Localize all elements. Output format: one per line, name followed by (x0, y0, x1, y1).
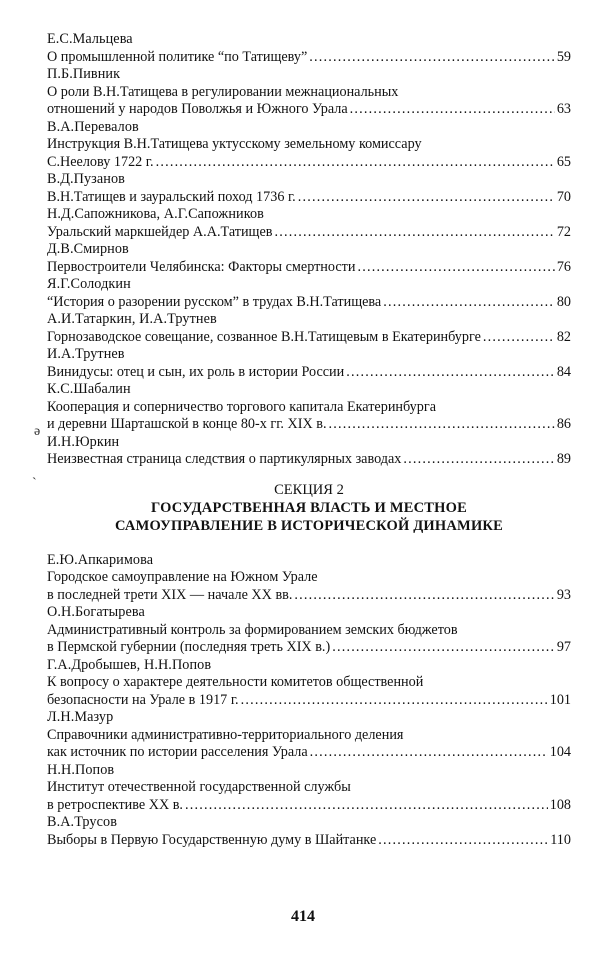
entry-title-row (47, 639, 571, 657)
entry-page-number: 70 (556, 188, 571, 205)
entry-title-row (47, 416, 571, 434)
entry-page-number: 93 (556, 586, 571, 603)
toc-entry (47, 241, 571, 276)
dot-leader (274, 224, 554, 242)
entry-title-line: Инструкция В.Н.Татищева уктусскому земельному комиссару (47, 136, 422, 152)
entry-author: А.И.Татаркин, И.А.Трутнев (47, 311, 217, 327)
entry-author: Е.Ю.Апкаримова (47, 551, 154, 568)
toc-entry (47, 552, 571, 605)
dot-leader (483, 329, 555, 347)
entry-title-line: “История о разорении русском” в трудах В.Н.Татищева (47, 293, 382, 310)
dot-leader (350, 101, 555, 119)
entry-title-line: О промышленной политике “по Татищеву” (47, 48, 308, 65)
entry-title-row (47, 692, 571, 710)
entry-title-line: в ретроспективе XX в. (47, 796, 183, 813)
section-number: СЕКЦИЯ 2 (274, 481, 344, 498)
entry-title-line: Выборы в Первую Государственную думу в Шайтанке (47, 831, 377, 848)
entry-page-number: 59 (556, 48, 571, 65)
entry-title-row (47, 224, 571, 242)
dot-leader (298, 189, 555, 207)
entry-page-number: 101 (549, 691, 571, 708)
entry-author: И.Н.Юркин (47, 433, 120, 450)
dot-leader (329, 416, 555, 434)
toc-entry (47, 276, 571, 311)
section-2-heading (47, 481, 571, 535)
handwritten-mark: ˋ (32, 476, 37, 491)
entry-author: В.А.Перевалов (47, 118, 139, 135)
table-of-contents (47, 31, 571, 849)
entry-title-row (47, 259, 571, 277)
entry-title-line: безопасности на Урале в 1917 г. (47, 691, 239, 708)
entry-title-line: и деревни Шарташской в конце 80-х гг. XIX в. (47, 416, 327, 432)
entry-author: Н.Д.Сапожникова, А.Г.Сапожников (47, 206, 264, 222)
entry-title-line: Административный контроль за формированием земских бюджетов (47, 621, 458, 638)
toc-entry (47, 311, 571, 346)
entry-page-number: 89 (556, 451, 571, 467)
entry-title-line: Горнозаводское совещание, созванное В.Н.Татищевым в Екатеринбурге (47, 328, 481, 345)
section-title-line-1: ГОСУДАРСТВЕННАЯ ВЛАСТЬ И МЕСТНОЕ (151, 499, 467, 516)
page-number: 414 (291, 908, 315, 925)
entry-page-number: 65 (556, 153, 571, 170)
entry-author: К.С.Шабалин (47, 381, 131, 397)
entry-author: И.А.Трутнев (47, 346, 125, 362)
dot-leader (310, 744, 548, 762)
section-2-list (47, 552, 571, 850)
handwritten-mark: ə (34, 424, 41, 439)
entry-title-line: Уральский маркшейдер А.А.Татищев (47, 223, 273, 240)
toc-entry (47, 206, 571, 241)
entry-page-number: 108 (549, 796, 571, 813)
toc-entry (47, 709, 571, 762)
entry-title-line: как источник по истории расселения Урала (47, 744, 308, 760)
dot-leader (332, 639, 555, 657)
dot-leader (357, 259, 554, 277)
entry-title-line: Городское самоуправление на Южном Урале (47, 569, 318, 585)
entry-author: Я.Г.Солодкин (47, 276, 131, 292)
toc-entry (47, 119, 571, 172)
toc-entry (47, 381, 571, 434)
toc-entry (47, 66, 571, 119)
entry-author: Н.Н.Попов (47, 761, 115, 778)
entry-page-number: 63 (556, 101, 571, 117)
dot-leader (403, 451, 554, 469)
dot-leader (156, 154, 555, 172)
entry-author: Г.А.Дробышев, Н.Н.Попов (47, 656, 212, 673)
entry-title-line: В.Н.Татищев и зауральский поход 1736 г. (47, 188, 296, 205)
entry-page-number: 72 (556, 223, 571, 240)
entry-title-row (47, 451, 571, 469)
dot-leader (294, 587, 554, 605)
entry-title-line: С.Неелову 1722 г. (47, 153, 154, 170)
entry-title-line: отношений у народов Поволжья и Южного Урала (47, 101, 348, 117)
toc-entry (47, 434, 571, 469)
toc-entry (47, 346, 571, 381)
toc-entry (47, 31, 571, 66)
entry-page-number: 82 (556, 328, 571, 345)
dot-leader (346, 364, 555, 382)
entry-author: В.Д.Пузанов (47, 171, 125, 187)
toc-entry (47, 604, 571, 657)
entry-title-line: Справочники административно-территориального деления (47, 726, 404, 743)
entry-title-line: О роли В.Н.Татищева в регулировании межнациональных (47, 83, 399, 100)
entry-title-row (47, 832, 571, 850)
entry-title-row (47, 189, 571, 207)
entry-title-line: Винидусы: отец и сын, их роль в истории России (47, 363, 345, 380)
entry-page-number: 97 (556, 639, 571, 655)
entry-page-number: 110 (550, 831, 571, 848)
entry-author: Д.В.Смирнов (47, 241, 129, 257)
entry-title-row (47, 154, 571, 172)
toc-entry (47, 762, 571, 815)
dot-leader (309, 49, 555, 67)
toc-entry (47, 814, 571, 849)
entry-title-row (47, 744, 571, 762)
entry-title-row (47, 364, 571, 382)
entry-title-row (47, 101, 571, 119)
dot-leader (378, 832, 548, 850)
entry-page-number: 104 (549, 744, 571, 760)
entry-title-row (47, 797, 571, 815)
section-title-line-2: САМОУПРАВЛЕНИЕ В ИСТОРИЧЕСКОЙ ДИНАМИКЕ (114, 517, 504, 534)
dot-leader (185, 797, 548, 815)
entry-title-line: Первостроители Челябинска: Факторы смертности (47, 258, 356, 275)
entry-author: Е.С.Мальцева (47, 31, 133, 47)
toc-entry (47, 171, 571, 206)
dot-leader (383, 294, 555, 312)
toc-entry (47, 657, 571, 710)
section-1-list (47, 31, 571, 469)
entry-author: О.Н.Богатырева (47, 604, 145, 620)
entry-page-number: 86 (556, 416, 571, 432)
entry-page-number: 84 (556, 363, 571, 380)
entry-page-number: 76 (556, 258, 571, 275)
entry-title-row (47, 49, 571, 67)
entry-title-line: Неизвестная страница следствия о партикулярных заводах (47, 451, 402, 467)
entry-page-number: 80 (556, 293, 571, 310)
entry-author: Л.Н.Мазур (47, 709, 114, 725)
entry-title-line: Кооперация и соперничество торгового капитала Екатеринбурга (47, 398, 436, 415)
entry-title-line: К вопросу о характере деятельности комитетов общественной (47, 674, 424, 690)
entry-title-line: в последней трети XIX — начале XX вв. (47, 586, 293, 603)
entry-title-line: в Пермской губернии (последняя треть XIX в.) (47, 639, 331, 655)
entry-author: П.Б.Пивник (47, 66, 121, 82)
entry-title-row (47, 587, 571, 605)
entry-title-line: Институт отечественной государственной службы (47, 779, 351, 795)
dot-leader (241, 692, 548, 710)
entry-title-row (47, 329, 571, 347)
entry-title-row (47, 294, 571, 312)
entry-author: В.А.Трусов (47, 814, 118, 830)
